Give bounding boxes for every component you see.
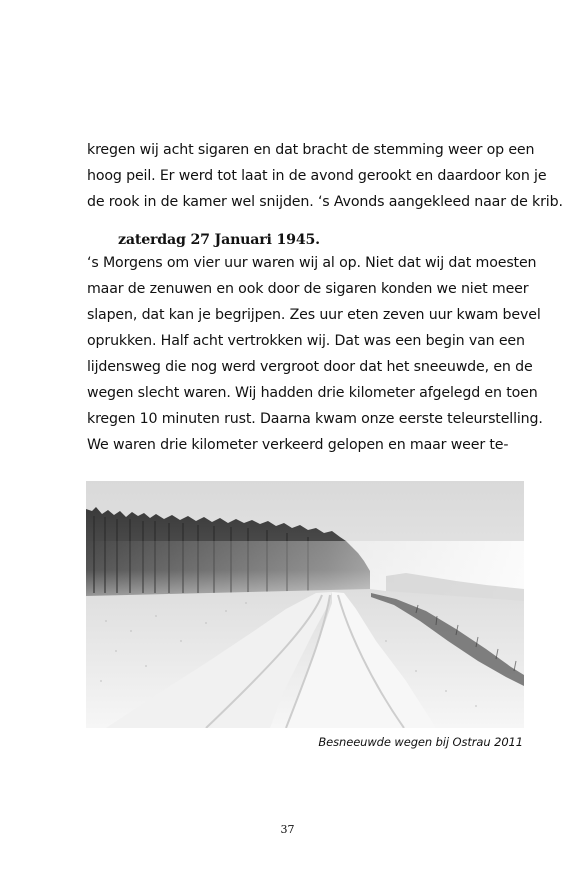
text-line: We waren drie kilometer verkeerd gelopen en maar weer te- <box>87 437 509 453</box>
text-line: kregen wij acht sigaren en dat bracht de stemming weer op een <box>87 142 535 158</box>
page-number: 37 <box>280 823 295 836</box>
paragraph-continuation <box>87 137 563 215</box>
text-line: oprukken. Half acht vertrokken wij. Dat was een begin van een <box>87 333 525 349</box>
text-line: kregen 10 minuten rust. Daarna kwam onze eerste teleurstelling. <box>87 411 543 427</box>
text-line: lijdensweg die nog werd vergroot door dat het sneeuwde, en de <box>87 359 533 375</box>
text-line: maar de zenuwen en ook door de sigaren konden we niet meer <box>87 281 529 297</box>
text-line: hoog peil. Er werd tot laat in de avond gerookt en daardoor kon je <box>87 168 547 184</box>
snowy-road-photo <box>86 481 524 728</box>
diary-entry-heading: zaterdag 27 Januari 1945. <box>118 232 320 248</box>
text-line: slapen, dat kan je begrijpen. Zes uur eten zeven uur kwam bevel <box>87 307 541 323</box>
text-line: de rook in de kamer wel snijden. ‘s Avonds aangekleed naar de krib. <box>87 194 563 210</box>
text-line: wegen slecht waren. Wij hadden drie kilometer afgelegd en toen <box>87 385 538 401</box>
diary-entry-body <box>87 250 543 458</box>
photo-caption: Besneeuwde wegen bij Ostrau 2011 <box>318 735 523 749</box>
text-line: ‘s Morgens om vier uur waren wij al op. Niet dat wij dat moesten <box>87 255 537 271</box>
